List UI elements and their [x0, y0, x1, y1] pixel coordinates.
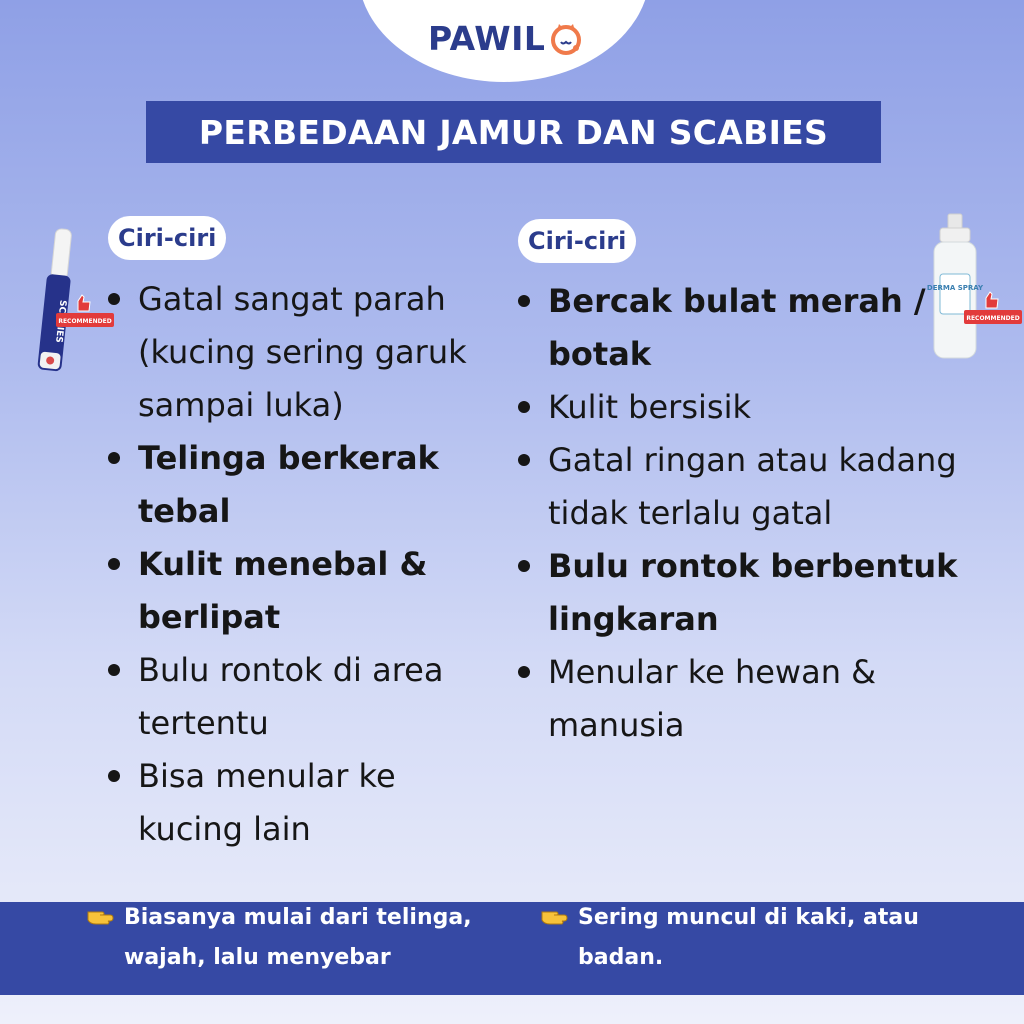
logo-text: PAWIL — [428, 18, 546, 58]
right-note — [540, 898, 960, 978]
badge-text: RECOMMENDED — [966, 315, 1020, 322]
left-heading: Ciri-ciri — [108, 216, 226, 260]
badge-text: RECOMMENDED — [58, 318, 112, 325]
product-label: DERMA SPRAY — [926, 284, 984, 292]
list-item: Kulit menebal & berlipat — [104, 538, 504, 644]
left-note — [86, 898, 506, 978]
scabies-product-image — [18, 225, 114, 385]
list-item: Bercak bulat merah / botak — [514, 275, 974, 381]
thumbs-up-icon — [78, 295, 90, 311]
page-title: PERBEDAAN JAMUR DAN SCABIES — [198, 112, 829, 152]
left-list — [104, 273, 504, 856]
note-text: Sering muncul di kaki, atau badan. — [578, 905, 919, 970]
thumbs-up-icon — [986, 292, 998, 308]
pointing-hand-icon — [86, 900, 116, 930]
list-item: Telinga berkerak tebal — [104, 432, 504, 538]
right-heading: Ciri-ciri — [518, 219, 636, 263]
list-item: Bulu rontok di area tertentu — [104, 644, 504, 750]
pointing-hand-icon — [540, 900, 570, 930]
title-banner — [146, 101, 881, 163]
list-item: Gatal ringan atau kadang tidak terlalu gatal — [514, 434, 974, 540]
derma-spray-product-image — [918, 212, 1022, 362]
note-text: Biasanya mulai dari telinga, wajah, lalu menyebar — [124, 905, 472, 970]
list-item: Bulu rontok berbentuk lingkaran — [514, 540, 974, 646]
cat-face-icon — [548, 21, 584, 57]
list-item: Menular ke hewan & manusia — [514, 646, 974, 752]
list-item: Bisa menular ke kucing lain — [104, 750, 504, 856]
list-item: Gatal sangat parah (kucing sering garuk sampai luka) — [104, 273, 504, 432]
list-item: Kulit bersisik — [514, 381, 974, 434]
brand-logo — [428, 16, 584, 60]
right-list — [514, 275, 974, 752]
